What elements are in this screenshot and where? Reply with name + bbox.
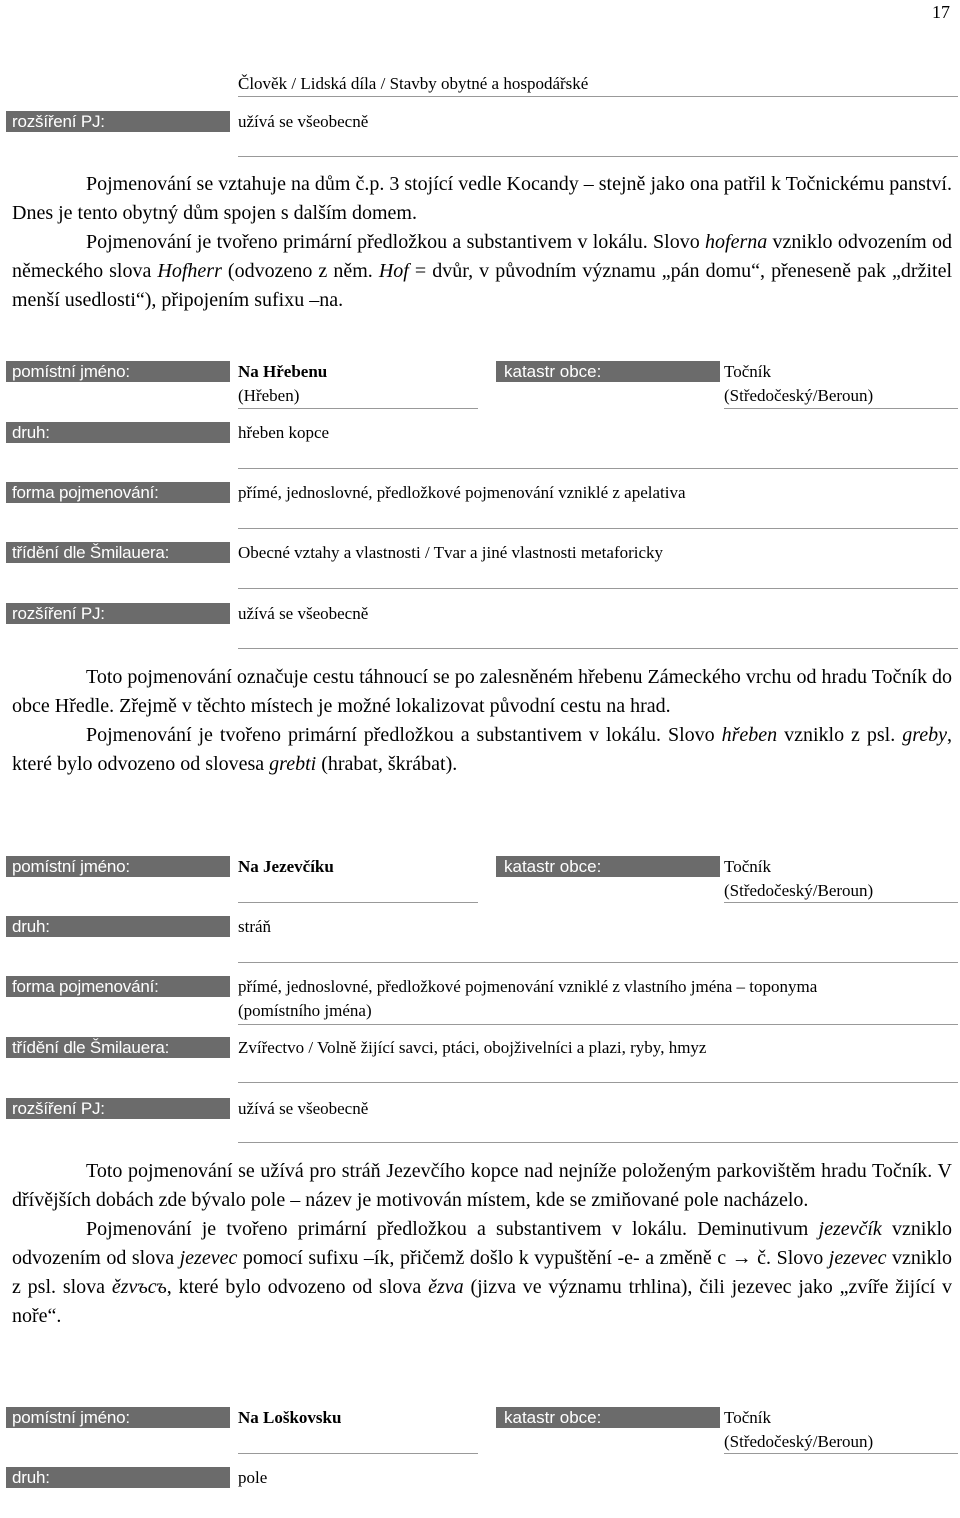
entry3-cadastre-sub: (Středočeský/Beroun) xyxy=(724,1432,874,1451)
divider xyxy=(238,408,478,409)
kind-label: druh: xyxy=(6,916,230,937)
entry2-name: Na Jezevčíku xyxy=(238,857,334,876)
divider xyxy=(238,962,958,963)
form-label: forma pojmenování: xyxy=(6,976,230,997)
entry1-classification: Obecné vztahy a vlastnosti / Tvar a jiné vlastnosti metaforicky xyxy=(238,543,664,562)
entry1-cadastre: Točník xyxy=(724,362,771,381)
extension-value: užívá se všeobecně xyxy=(238,112,369,131)
top-description xyxy=(12,170,952,315)
paragraph: Toto pojmenování označuje cestu táhnoucí se po zalesněném hřebenu Zámeckého vrchu od hradu Točník do obce Hředle. Zřejmě v těchto místech je možné lokalizovat původní cestu na hrad. xyxy=(12,666,952,717)
entry3-name: Na Loškovsku xyxy=(238,1408,342,1427)
entry1-form: přímé, jednoslovné, předložkové pojmenování vzniklé z apelativa xyxy=(238,483,686,502)
entry1-description xyxy=(12,663,952,779)
divider xyxy=(238,588,958,589)
entry1-name: Na Hřebenu xyxy=(238,362,328,381)
classification-value: Člověk / Lidská díla / Stavby obytné a hospodářské xyxy=(238,74,589,93)
divider xyxy=(238,648,958,649)
form-label: forma pojmenování: xyxy=(6,482,230,503)
kind-label: druh: xyxy=(6,1467,230,1488)
divider xyxy=(238,1453,478,1454)
name-label: pomístní jméno: xyxy=(6,361,230,382)
entry1-kind: hřeben kopce xyxy=(238,423,330,442)
extension-label: rozšíření PJ: xyxy=(6,1098,230,1119)
entry1-cadastre-sub: (Středočeský/Beroun) xyxy=(724,386,874,405)
divider xyxy=(724,1453,958,1454)
cadastre-label: katastr obce: xyxy=(496,1407,720,1428)
divider xyxy=(238,1082,958,1083)
entry3-kind: pole xyxy=(238,1468,268,1487)
entry3-cadastre: Točník xyxy=(724,1408,771,1427)
cadastre-label: katastr obce: xyxy=(496,856,720,877)
divider xyxy=(238,96,958,97)
entry1-extension: užívá se všeobecně xyxy=(238,604,369,623)
divider xyxy=(238,468,958,469)
extension-label: rozšíření PJ: xyxy=(6,603,230,624)
entry2-form: přímé, jednoslovné, předložkové pojmenování vzniklé z vlastního jména – toponyma xyxy=(238,977,818,996)
divider xyxy=(238,1142,958,1143)
entry2-cadastre-sub: (Středočeský/Beroun) xyxy=(724,881,874,900)
name-label: pomístní jméno: xyxy=(6,1407,230,1428)
divider xyxy=(238,528,958,529)
paragraph: Pojmenování je tvořeno primární předložkou a substantivem v lokálu. Slovo hřeben vzniklo z psl. greby, které bylo odvozeno od slovesa grebti (hrabat, škrábat). xyxy=(12,724,952,775)
entry1-name-sub: (Hřeben) xyxy=(238,386,300,405)
extension-label: rozšíření PJ: xyxy=(6,111,230,132)
cadastre-label: katastr obce: xyxy=(496,361,720,382)
paragraph: Pojmenování se vztahuje na dům č.p. 3 stojící vedle Kocandy – stejně jako ona patřil k Točnickému panství. Dnes je tento obytný dům spojen s dalším domem. xyxy=(12,173,952,224)
page-number: 17 xyxy=(932,2,950,22)
entry2-classification: Zvířectvo / Volně žijící savci, ptáci, obojživelníci a plazi, ryby, hmyz xyxy=(238,1038,707,1057)
paragraph: Pojmenování je tvořeno primární předložkou a substantivem v lokálu. Deminutivum jezevčík vzniklo odvozením od slova jezevec pomocí sufixu –ík, přičemž došlo k vypuštění -e- a změně c → č. Slovo jezevec vzniklo z psl. slova ězvъсъ, které bylo odvozeno od slova ězva (jizva ve významu trhlina), čili jezevec jako „zvíře žijící v noře“. xyxy=(12,1218,952,1327)
classification-label: třídění dle Šmilauera: xyxy=(6,542,230,563)
paragraph: Pojmenování je tvořeno primární předložkou a substantivem v lokálu. Slovo hoferna vzniklo odvozením od německého slova Hofherr (odvozeno z něm. Hof = dvůr, v původním významu „pán domu“, přeneseně pak „držitel menší usedlosti“), připojením sufixu –na. xyxy=(12,231,952,311)
divider xyxy=(238,902,478,903)
name-label: pomístní jméno: xyxy=(6,856,230,877)
entry2-extension: užívá se všeobecně xyxy=(238,1099,369,1118)
entry2-cadastre: Točník xyxy=(724,857,771,876)
divider xyxy=(724,902,958,903)
entry2-form-sub: (pomístního jména) xyxy=(238,1001,372,1020)
divider xyxy=(238,156,958,157)
entry2-description xyxy=(12,1157,952,1331)
divider xyxy=(724,408,958,409)
kind-label: druh: xyxy=(6,422,230,443)
paragraph: Toto pojmenování se užívá pro stráň Jezevčího kopce nad nejníže položeným parkovištěm hradu Točník. V dřívějších dobách zde bývalo pole – název je motivován místem, kde se zmiňované pole nacházelo. xyxy=(12,1160,952,1211)
divider xyxy=(238,1024,958,1025)
classification-label: třídění dle Šmilauera: xyxy=(6,1037,230,1058)
entry2-kind: stráň xyxy=(238,917,272,936)
